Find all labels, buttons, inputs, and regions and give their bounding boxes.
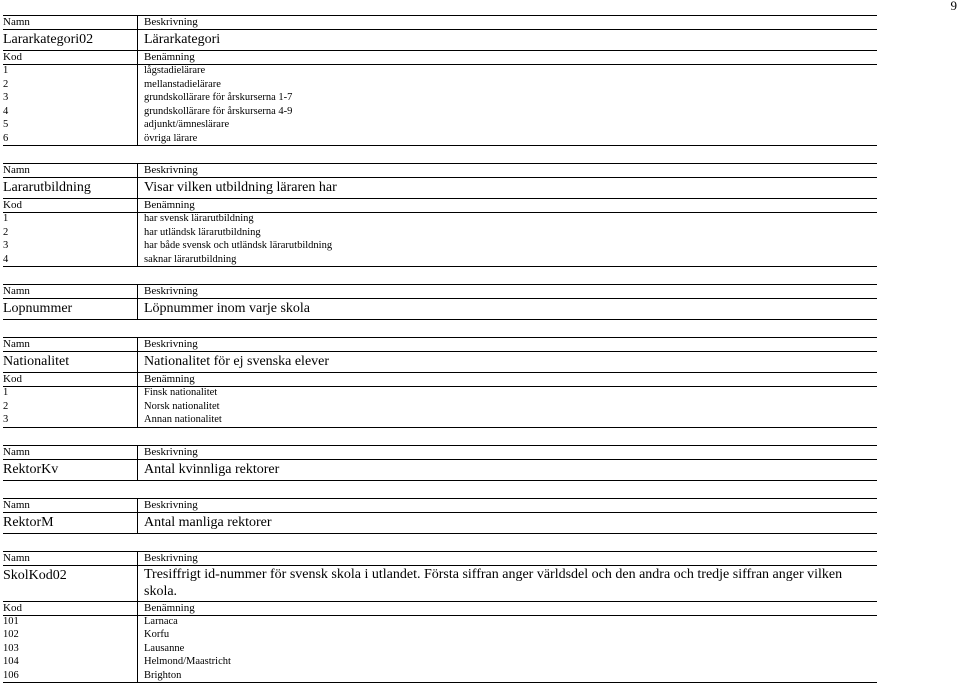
- code-header-row-right: Benämning: [144, 51, 195, 63]
- code-row-right: övriga lärare: [144, 132, 198, 144]
- variable-name-row-left: RektorM: [3, 514, 54, 530]
- code-row: [3, 628, 877, 642]
- table-rule: [3, 163, 877, 164]
- table-rule: [3, 266, 877, 267]
- variable-name-row-right: Nationalitet för ej svenska elever: [144, 354, 330, 369]
- code-row-left: 2: [3, 78, 9, 90]
- code-row-left: 1: [3, 65, 9, 76]
- table-rule: [3, 427, 877, 428]
- table-rule: [3, 15, 877, 16]
- code-header-row: [3, 601, 877, 615]
- code-row-left: 4: [3, 105, 9, 117]
- code-header-row-right: Benämning: [144, 601, 195, 614]
- name-header-row-right: Beskrivning: [144, 16, 198, 28]
- variable-name-row: [3, 565, 877, 601]
- table-rule: [3, 319, 877, 320]
- column-divider: [137, 551, 138, 683]
- column-divider: [137, 163, 138, 266]
- variable-block: [3, 163, 877, 266]
- name-header-row-right: Beskrivning: [144, 498, 198, 511]
- table-rule: [3, 386, 877, 387]
- column-divider: [137, 337, 138, 427]
- code-row-right: Larnaca: [144, 615, 178, 627]
- name-header-row-right: Beskrivning: [144, 338, 198, 350]
- code-row: [3, 655, 877, 669]
- table-rule: [3, 565, 877, 566]
- table-rule: [3, 351, 877, 352]
- code-header-row: [3, 372, 877, 386]
- code-header-row-right: Benämning: [144, 199, 195, 211]
- name-header-row-left: Namn: [3, 445, 30, 458]
- name-header-row-right: Beskrivning: [144, 551, 198, 564]
- name-header-row-left: Namn: [3, 498, 30, 511]
- name-header-row-right: Beskrivning: [144, 445, 198, 458]
- variable-name-row-left: Nationalitet: [3, 354, 70, 369]
- code-row-right: Korfu: [144, 629, 170, 640]
- code-row-right: har både svensk och utländsk lärarutbildning: [144, 240, 333, 251]
- table-rule: [3, 533, 877, 534]
- variable-name-row-left: Lopnummer: [3, 301, 73, 316]
- variable-name-row-left: Lararkategori02: [3, 32, 94, 47]
- variable-name-row-right: Tresiffrigt id-nummer för svensk skola i utlandet. Första siffran anger världsdel och den andra och tredje siffran anger vilken skola.: [144, 566, 843, 599]
- code-header-row-left: Kod: [3, 373, 22, 385]
- variable-name-row-right: Antal kvinnliga rektorer: [144, 461, 280, 477]
- code-row-left: 2: [3, 400, 9, 412]
- code-header-row-right: Benämning: [144, 373, 195, 385]
- column-divider: [137, 284, 138, 319]
- table-rule: [3, 337, 877, 338]
- variable-list: [3, 15, 877, 682]
- block-spacer: [3, 266, 877, 284]
- table-rule: [3, 212, 877, 213]
- code-row: [3, 64, 877, 78]
- code-header-row-left: Kod: [3, 51, 22, 63]
- table-rule: [3, 445, 877, 446]
- code-row-right: Helmond/Maastricht: [144, 656, 231, 667]
- name-header-row: [3, 337, 877, 351]
- variable-name-row: [3, 512, 877, 533]
- variable-name-row: [3, 298, 877, 319]
- table-rule: [3, 50, 877, 51]
- code-row: [3, 615, 877, 629]
- code-row-left: 3: [3, 240, 9, 251]
- code-header-row: [3, 50, 877, 64]
- code-row-right: Finsk nationalitet: [144, 387, 218, 398]
- code-row: [3, 253, 877, 267]
- code-row: [3, 132, 877, 146]
- name-header-row-left: Namn: [3, 551, 30, 564]
- code-row-left: 4: [3, 253, 9, 265]
- code-row-right: grundskollärare för årskurserna 4-9: [144, 105, 293, 117]
- table-rule: [3, 177, 877, 178]
- table-rule: [3, 284, 877, 285]
- code-row-left: 6: [3, 132, 9, 144]
- name-header-row: [3, 445, 877, 459]
- table-rule: [3, 615, 877, 616]
- table-rule: [3, 601, 877, 602]
- table-rule: [3, 551, 877, 552]
- table-rule: [3, 298, 877, 299]
- name-header-row-left: Namn: [3, 338, 30, 350]
- variable-name-row-right: Visar vilken utbildning läraren har: [144, 180, 337, 195]
- code-row: [3, 239, 877, 253]
- name-header-row-left: Namn: [3, 285, 30, 297]
- variable-name-row-right: Antal manliga rektorer: [144, 514, 272, 530]
- variable-name-row-right: Lärarkategori: [144, 32, 221, 47]
- code-row-left: 5: [3, 119, 9, 130]
- name-header-row-left: Namn: [3, 164, 30, 176]
- code-row: [3, 91, 877, 105]
- table-rule: [3, 64, 877, 65]
- code-header-row-left: Kod: [3, 601, 22, 614]
- code-row-right: Brighton: [144, 669, 182, 681]
- column-divider: [137, 15, 138, 145]
- variable-name-row: [3, 459, 877, 480]
- code-row-right: Annan nationalitet: [144, 414, 222, 425]
- code-row-left: 104: [3, 656, 19, 667]
- code-row-left: 102: [3, 629, 19, 640]
- variable-block: [3, 284, 877, 319]
- name-header-row-left: Namn: [3, 16, 30, 28]
- code-row-left: 103: [3, 642, 19, 654]
- variable-block: [3, 337, 877, 427]
- name-header-row: [3, 498, 877, 512]
- block-spacer: [3, 145, 877, 163]
- code-row-right: adjunkt/ämneslärare: [144, 119, 230, 130]
- code-row-right: har svensk lärarutbildning: [144, 213, 254, 224]
- code-row: [3, 212, 877, 226]
- code-row-left: 1: [3, 213, 9, 224]
- code-row-right: har utländsk lärarutbildning: [144, 226, 261, 238]
- code-row: [3, 105, 877, 119]
- code-row-right: Lausanne: [144, 642, 185, 654]
- table-rule: [3, 198, 877, 199]
- code-row-right: mellanstadielärare: [144, 78, 221, 90]
- name-header-row: [3, 15, 877, 29]
- variable-name-row-left: RektorKv: [3, 461, 59, 477]
- code-row-left: 3: [3, 414, 9, 425]
- name-header-row-right: Beskrivning: [144, 285, 198, 297]
- code-row: [3, 118, 877, 132]
- table-rule: [3, 145, 877, 146]
- name-header-row: [3, 284, 877, 298]
- page-number: 9: [950, 0, 957, 13]
- variable-block: [3, 551, 877, 683]
- variable-name-row: [3, 351, 877, 372]
- code-row: [3, 386, 877, 400]
- table-rule: [3, 29, 877, 30]
- table-rule: [3, 498, 877, 499]
- table-rule: [3, 372, 877, 373]
- variable-name-row-left: Lararutbildning: [3, 180, 91, 195]
- code-row: [3, 400, 877, 414]
- code-row-right: lågstadielärare: [144, 65, 206, 76]
- code-row-left: 3: [3, 92, 9, 103]
- variable-name-row-left: SkolKod02: [3, 567, 67, 583]
- code-row-right: Norsk nationalitet: [144, 400, 220, 412]
- code-row-left: 101: [3, 615, 19, 627]
- column-divider: [137, 498, 138, 533]
- name-header-row: [3, 163, 877, 177]
- code-row: [3, 669, 877, 683]
- name-header-row: [3, 551, 877, 565]
- table-rule: [3, 480, 877, 481]
- variable-block: [3, 15, 877, 145]
- code-row: [3, 78, 877, 92]
- variable-name-row: [3, 177, 877, 198]
- table-rule: [3, 459, 877, 460]
- code-row: [3, 413, 877, 427]
- code-row-left: 1: [3, 387, 9, 398]
- table-rule: [3, 512, 877, 513]
- variable-block: [3, 498, 877, 533]
- block-spacer: [3, 427, 877, 445]
- block-spacer: [3, 480, 877, 498]
- variable-name-row-right: Löpnummer inom varje skola: [144, 301, 311, 316]
- code-row: [3, 226, 877, 240]
- column-divider: [137, 445, 138, 480]
- code-row-right: saknar lärarutbildning: [144, 253, 237, 265]
- name-header-row-right: Beskrivning: [144, 164, 198, 176]
- code-row-right: grundskollärare för årskurserna 1-7: [144, 92, 293, 103]
- variable-name-row: [3, 29, 877, 50]
- code-row-left: 106: [3, 669, 19, 681]
- code-header-row: [3, 198, 877, 212]
- block-spacer: [3, 533, 877, 551]
- variable-block: [3, 445, 877, 480]
- code-header-row-left: Kod: [3, 199, 22, 211]
- code-row-left: 2: [3, 226, 9, 238]
- block-spacer: [3, 319, 877, 337]
